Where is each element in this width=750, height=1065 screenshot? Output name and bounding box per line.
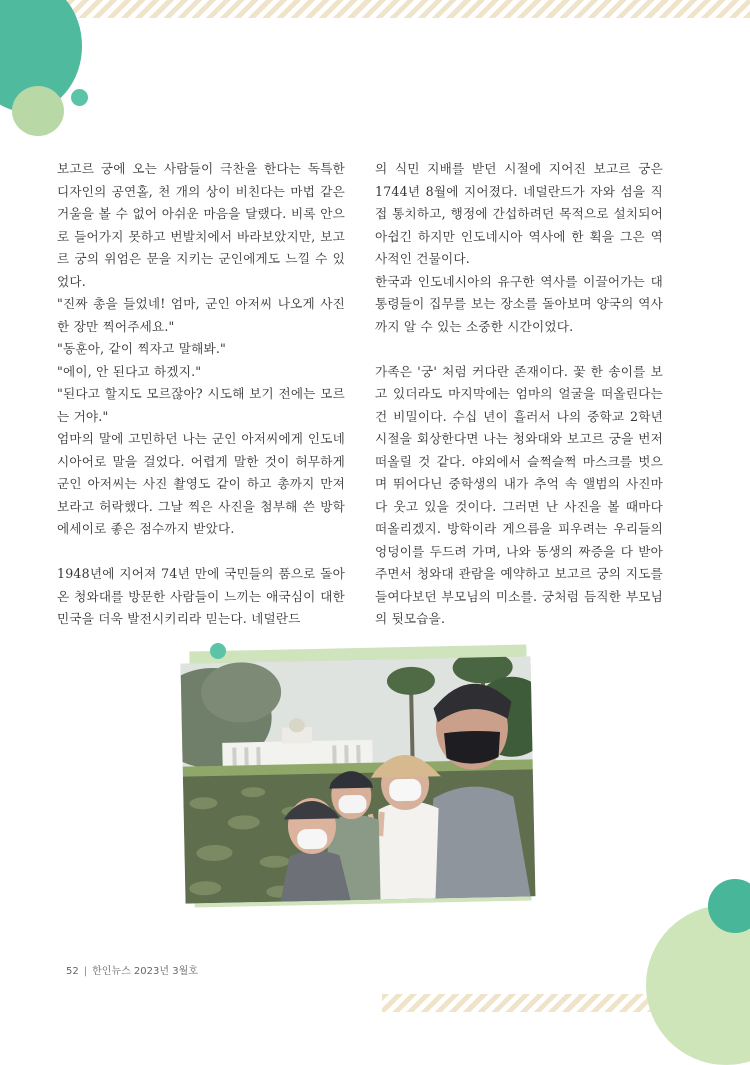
paragraph-gap xyxy=(57,541,345,564)
paragraph: 엄마의 말에 고민하던 나는 군인 아저씨에게 인도네시아어로 말을 걸었다. 어렵게 말한 것이 허무하게 군인 아저씨는 사진 촬영도 같이 하고 총까지 만져보라고 허락했다. 그날 찍은 사진을 첨부해 쓴 방학 에세이로 좋은 점수까지 받았다. xyxy=(57,431,345,536)
page-number: 52 xyxy=(66,966,79,977)
photo-pin-dot xyxy=(210,643,226,659)
paragraph: 가족은 '궁' 처럼 커다란 존재이다. 꽃 한 송이를 보고 있더라도 마지막에는 엄마의 얼굴을 떠올린다는 건 비밀이다. 수십 년이 흘러서 나의 중학교 2학년 시절을 회상한다면 나는 청와대와 보고르 궁을 번저 떠올릴 것 같다. 야외에서 슬쩍슬쩍 마스크를 벗으며 뛰어다닌 중학생의 내가 추억 속 앨범의 사진마다 웃고 있을 것이다. 그러면 난 사진을 볼 때마다 떠올리겠지. 방학이라 게으름을 피우려는 우리들의 엉덩이를 두드려 가며, 나와 동생의 짜증을 다 받아주면서 청와대 관람을 예약하고 보고르 궁의 지도를 들여다보던 부모님의 미소를. 궁처럼 듬직한 부모님의 뒷모습을. xyxy=(375,363,663,626)
page-footer xyxy=(66,962,198,977)
footer-separator: | xyxy=(83,966,88,977)
paragraph: 한국과 인도네시아의 유구한 역사를 이끌어가는 대통령들이 집무를 보는 장소를 돌아보며 양국의 역사까지 알 수 있는 소중한 시간이었다. xyxy=(375,273,663,334)
paragraph: "에이, 안 된다고 하겠지." xyxy=(57,363,202,379)
paragraph-gap xyxy=(375,338,663,361)
publication-name: 한인뉴스 2023년 3월호 xyxy=(92,966,198,977)
decorative-circle-medium xyxy=(12,86,64,136)
paragraph: 의 식민 지배를 받던 시절에 지어진 보고르 궁은 1744년 8월에 지어졌다. 네덜란드가 자와 섬을 직접 통치하고, 행정에 간섭하려던 목적으로 설치되어 아쉽긴 하지만 인도네시아 역사에 한 획을 그은 역사적인 건물이다. xyxy=(375,161,663,266)
left-text-column xyxy=(57,158,345,631)
family-selfie-photo xyxy=(181,656,536,903)
paragraph: 보고르 궁에 오는 사람들이 극찬을 한다는 독특한 디자인의 공연홀, 천 개의 상이 비친다는 마법 같은 거울을 볼 수 없어 아쉬운 마음을 달랬다. 비록 안으로 들어가지 못하고 번발치에서 바라보았지만, 보고르 궁의 위엄은 문을 지키는 군인에게도 느낄 수 있었다. xyxy=(57,161,345,289)
top-stripe-decoration xyxy=(68,0,750,18)
right-text-column xyxy=(375,158,663,631)
paragraph: "된다고 할지도 모르잖아? 시도해 보기 전에는 모르는 거야." xyxy=(57,386,345,424)
decorative-circle-small xyxy=(71,89,88,106)
paragraph: 1948년에 지어져 74년 만에 국민들의 품으로 돌아온 청와대를 방문한 사람들이 느끼는 애국심이 대한민국을 더욱 발전시키리라 믿는다. 네덜란드 xyxy=(57,566,345,626)
photo-illustration xyxy=(181,656,536,903)
paragraph: "동훈아, 같이 찍자고 말해봐." xyxy=(57,341,227,356)
paragraph: "진짜 총을 들었네! 엄마, 군인 아저씨 나오게 사진 한 장만 찍어주세요." xyxy=(57,296,345,334)
